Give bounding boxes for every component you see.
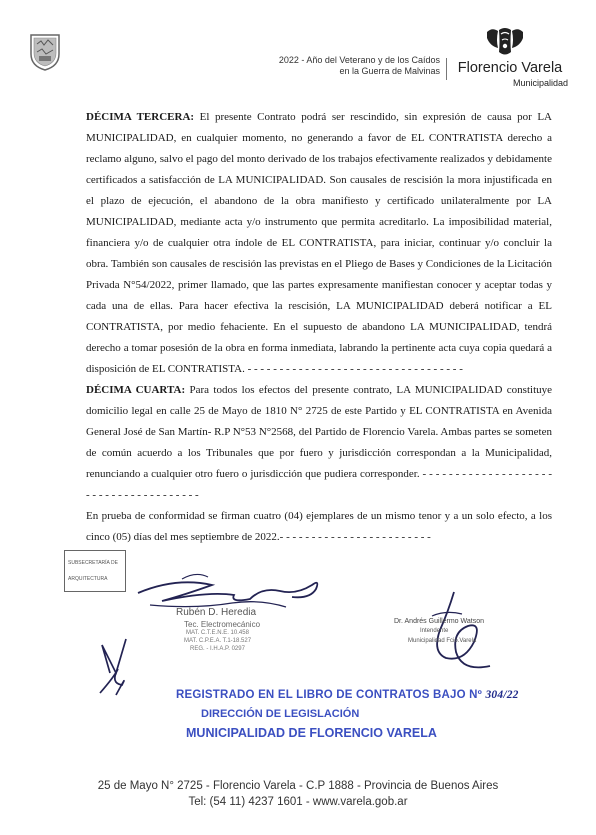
mayor-signature-org: Municipalidad Fcio.Varela <box>408 638 477 644</box>
registry-stamp-line2: DIRECCIÓN DE LEGISLACIÓN <box>201 708 360 720</box>
department-stamp-line1: SUBSECRETARÍA DE <box>68 560 118 566</box>
clause-fourteen-title: DÉCIMA CUARTA: <box>86 384 186 396</box>
contractor-registration-3: REG. - I.H.A.P. 0297 <box>190 646 245 652</box>
header-motto <box>240 55 440 77</box>
footer-address: 25 de Mayo N° 2725 - Florencio Varela - C.P 1888 - Provincia de Buenos Aires <box>97 780 499 792</box>
contractor-registration-1: MAT. C.T.E.N.E. 10.458 <box>186 630 249 636</box>
clause-fourteen-text: Para todos los efectos del presente contrato, LA MUNICIPALIDAD constituye domicilio legal en calle 25 de Mayo de 1810 N° 2725 de este Partido y EL CONTRATISTA en Avenida General José de San Martín- R.P N°53 N°2568, del Partido de Florencio Varela. Ambas partes se someten de común acuerdo a los Tribunales que por fuero y jurisdicción correspondan a la Municipalidad, renunciando a cualquier otro fuero o jurisdicción que pudiera corresponder. - - - - - - - - - - - - - - - - - - - - - - - - - - - - - - - - - - - - - - <box>86 384 553 501</box>
contractor-registration-2: MAT. C.P.E.A. T.1-18.527 <box>184 638 252 644</box>
municipal-shield-icon <box>28 32 62 72</box>
clause-fourteen <box>86 380 552 506</box>
header-motto-line1: 2022 - Año del Veterano y de los Caídos <box>278 55 440 65</box>
registry-stamp-line1 <box>176 689 519 701</box>
mayor-signature-role: Intendente <box>420 628 449 634</box>
logo-name: Florencio Varela <box>457 60 563 76</box>
florencio-varela-logo-icon <box>484 26 526 60</box>
closing-paragraph: En prueba de conformidad se firman cuatro (04) ejemplares de un mismo tenor y a un solo efecto, a los cinco (05) días del mes septiembre de 2022.- - - - - - - - - - - - - - - - - - - - - - - - <box>86 510 552 543</box>
contractor-signature-name: Rubén D. Heredia <box>176 607 257 618</box>
registry-stamp-line3: MUNICIPALIDAD DE FLORENCIO VARELA <box>186 726 437 740</box>
contract-body <box>86 107 552 548</box>
mayor-signature-name: Dr. Andrés Guillermo Watson <box>394 618 484 625</box>
clause-thirteen-title: DÉCIMA TERCERA: <box>86 111 195 123</box>
logo-subtitle: Municipalidad <box>512 78 568 88</box>
header-motto-line2: en la Guerra de Malvinas <box>339 66 440 76</box>
clause-thirteen-text: El presente Contrato podrá ser rescindido, sin expresión de causa por LA MUNICIPALIDAD, en cualquier momento, no generando a favor de EL CONTRATISTA derecho a reclamo alguno, salvo el pago del monto derivado de los trabajos efectivamente realizados y debidamente certificados a satisfacción de LA MUNICIPALIDAD. Son causales de rescisión la mora injustificada en el plazo de ejecución, el abandono de la obra manifiesto y certificado unilateralmente por LA MUNICIPALIDAD, mediante acta y/o instrumento que permita acreditarlo. La imposibilidad material, financiera y/o de cualquier otra índole de EL CONTRATISTA, para iniciar, continuar y/o concluir la obra. También son causales de rescisión las previstas en el Pliego de Bases y Condiciones de la Licitación Privada N°54/2022, primer llamado, que las partes expresamente manifiestan conocer y aceptar todas y cada una de ellas. Para hacer efectiva la rescisión, LA MUNICIPALIDAD deberá notificar a EL CONTRATISTA, por medio fehaciente. En el supuesto de abandono LA MUNICIPALIDAD, tendrá derecho a tomar posesión de la obra en forma inmediata, labrando la pertinente acta cuya copia quedará a disposición de EL CONTRATISTA. - - - - - - - - - - - - - - - - - - - - - - - - - - - - - - - - - - <box>86 111 552 375</box>
registry-stamp-text: REGISTRADO EN EL LIBRO DE CONTRATOS BAJO Nº <box>176 689 483 701</box>
header-divider <box>446 58 447 80</box>
contractor-signature-title: Tec. Electromecánico <box>184 620 261 629</box>
clause-thirteen <box>86 107 552 380</box>
contractor-signature-icon <box>80 565 340 705</box>
footer-contact: Tel: (54 11) 4237 1601 - www.varela.gob.ar <box>188 796 408 808</box>
registry-number: 304/22 <box>485 689 519 701</box>
department-stamp-line2: ARQUITECTURA <box>68 576 108 582</box>
